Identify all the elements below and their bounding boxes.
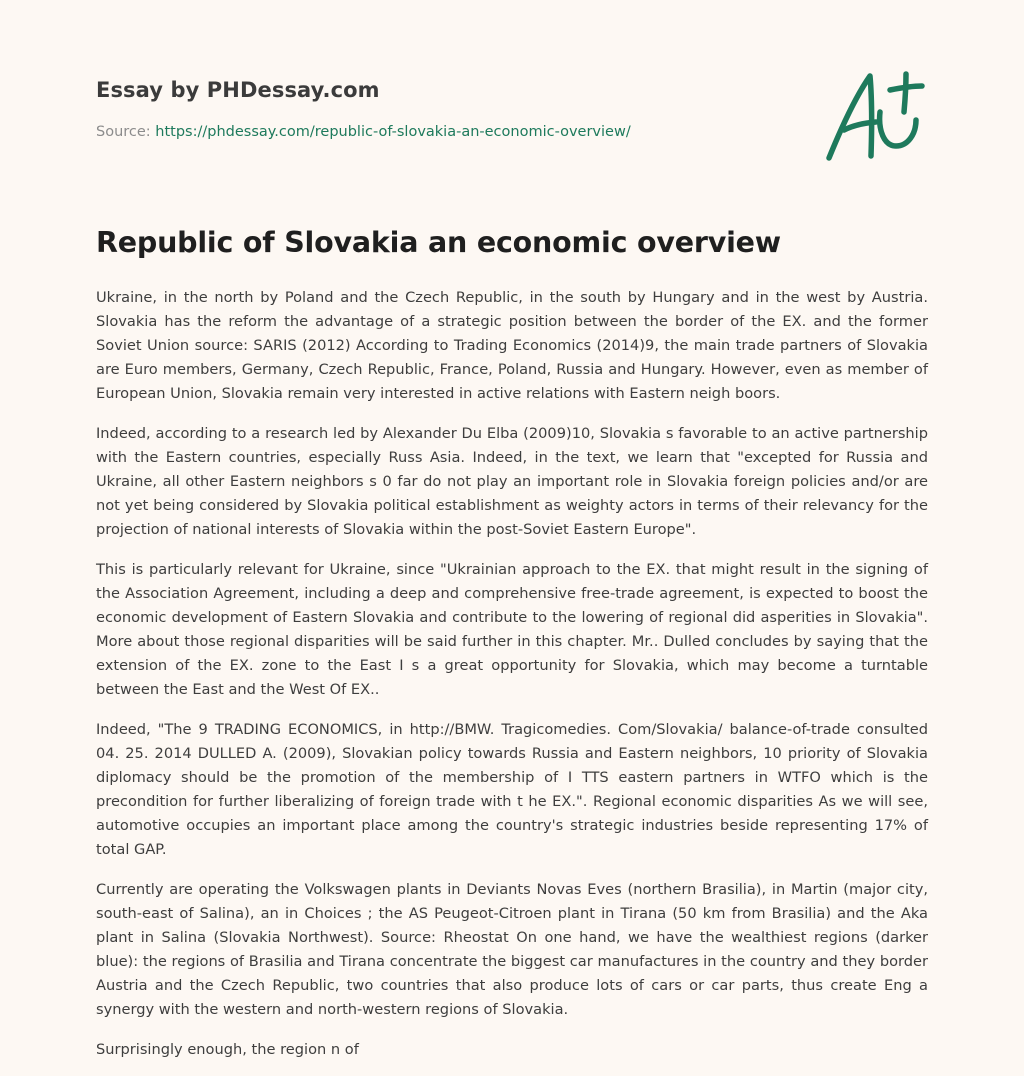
article-paragraph: This is particularly relevant for Ukraine, since "Ukrainian approach to the EX. that might result in the signing of the Association Agreement, including a deep and comprehensive free-trade agreement, is expected to boost the economic development of Eastern Slovakia and contribute to the lowering of regional did asperities in Slovakia". More about those regional disparities will be said further in this chapter. Mr.. Dulled concludes by saying that the extension of the EX. zone to the East I s a great opportunity for Slovakia, which may become a turntable between the East and the West Of EX..: [96, 561, 928, 698]
article-paragraph: Indeed, according to a research led by Alexander Du Elba (2009)10, Slovakia s favorable to an active partnership with the Eastern countries, especially Russ Asia. Indeed, in the text, we learn that "excepted for Russia and Ukraine, all other Eastern neighbors s 0 far do not play an important role in Slovakia foreign policies and/or are not yet being considered by Slovakia political establishment as weighty actors in terms of their relevancy for the projection of national interests of Slovakia within the post-Soviet Eastern Europe".: [96, 425, 928, 538]
a-plus-grade-icon: [824, 68, 928, 164]
article-body: [96, 286, 928, 1076]
article-title: Republic of Slovakia an economic overview: [96, 226, 781, 259]
source-line: [96, 124, 631, 140]
article-paragraph: Currently are operating the Volkswagen plants in Deviants Novas Eves (northern Brasilia), in Martin (major city, south-east of Salina), an in Choices ; the AS Peugeot-Citroen plant in Tirana (50 km from Brasilia) and the Aka plant in Salina (Slovakia Northwest). Source: Rheostat On one hand, we have the wealthiest regions (darker blue): the regions of Brasilia and Tirana concentrate the biggest car manufactures in the country and they border Austria and the Czech Republic, two countries that also produce lots of cars or car parts, thus create Eng a synergy with the western and north-western regions of Slovakia.: [96, 881, 928, 1018]
source-label: Source:: [96, 124, 156, 140]
article-paragraph: Surprisingly enough, the region n of: [96, 1041, 359, 1058]
site-brand[interactable]: Essay by PHDessay.com: [96, 78, 380, 102]
article-paragraph: Indeed, "The 9 TRADING ECONOMICS, in http://BMW. Tragicomedies. Com/Slovakia/ balance-of-trade consulted 04. 25. 2014 DULLED A. (2009), Slovakian policy towards Russia and Eastern neighbors, 10 priority of Slovakia diplomacy should be the promotion of the membership of I TTS eastern partners in WTFO which is the precondition for further liberalizing of foreign trade with t he EX.". Regional economic disparities As we will see, automotive occupies an important place among the country's strategic industries beside representing 17% of total GAP.: [96, 721, 928, 858]
article-paragraph: Ukraine, in the north by Poland and the Czech Republic, in the south by Hungary and in the west by Austria. Slovakia has the reform the advantage of a strategic position between the border of the EX. and the former Soviet Union source: SARIS (2012) According to Trading Economics (2014)9, the main trade partners of Slovakia are Euro members, Germany, Czech Republic, France, Poland, Russia and Hungary. However, even as member of European Union, Slovakia remain very interested in active relations with Eastern neigh boors.: [96, 289, 928, 402]
source-link[interactable]: https://phdessay.com/republic-of-slovakia-an-economic-overview/: [155, 124, 631, 140]
